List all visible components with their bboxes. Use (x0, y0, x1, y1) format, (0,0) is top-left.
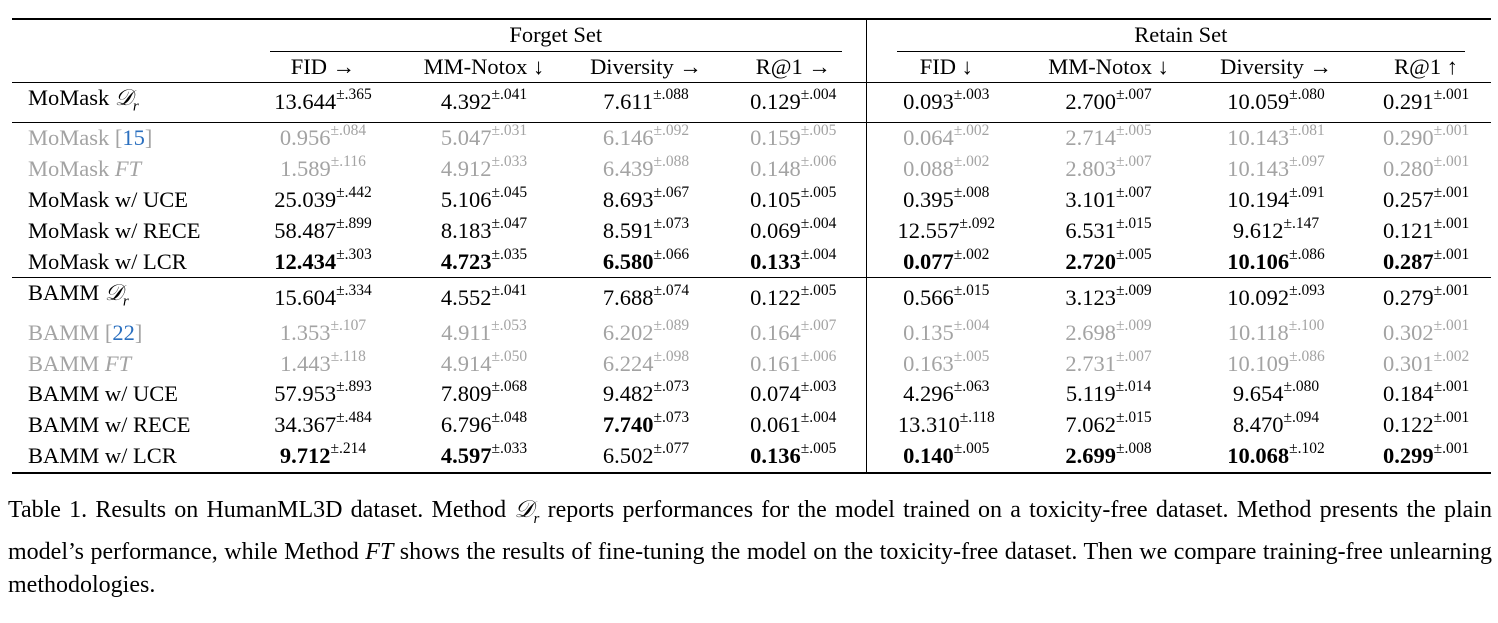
table-caption: Table 1. Results on HumanML3D dataset. Method 𝒟$_r$ reports performances for the model trained on a toxicity-free dataset. Method presents the plain model’s performance, while Method FT shows the results of fine-tuning the model on the toxicity-free dataset. Then we compare training-free unlearning methodologies. (8, 497, 1492, 598)
value-cell: $12.557^{\pm.092}$ (897, 214, 996, 243)
value-cell: $25.039^{\pm.442}$ (274, 183, 372, 212)
value-cell: $4.911^{\pm.053}$ (441, 316, 527, 345)
value-cell: $5.106^{\pm.045}$ (440, 183, 528, 212)
value-cell: $10.059^{\pm.080}$ (1191, 83, 1361, 123)
method-cell: BAMM w/ LCR (12, 441, 249, 473)
value-cell: $0.133^{\pm.004}$ (721, 247, 866, 278)
value-cell: $10.143^{\pm.081}$ (1227, 122, 1325, 151)
value-cell: $2.731^{\pm.007}$ (1065, 347, 1152, 376)
value-cell: $0.184^{\pm.001}$ (1382, 378, 1470, 407)
value-cell: $6.502^{\pm.077}$ (571, 441, 721, 473)
caption-dataset-symbol: 𝒟 (514, 497, 534, 523)
value-cell: $10.194^{\pm.091}$ (1227, 183, 1325, 212)
value-cell: $9.482^{\pm.073}$ (602, 378, 690, 407)
citation-link[interactable]: 15 (122, 125, 145, 151)
dataset-symbol: 𝒟 (104, 280, 123, 306)
value-cell: $2.698^{\pm.009}$ (1065, 316, 1152, 345)
value-cell: $0.077^{\pm.002}$ (866, 247, 1026, 278)
value-cell: $5.119^{\pm.014}$ (1065, 378, 1152, 407)
value-cell: $2.803^{\pm.007}$ (1065, 153, 1152, 182)
value-cell: $0.148^{\pm.006}$ (721, 154, 866, 185)
value-cell: $1.443^{\pm.118}$ (280, 347, 366, 376)
value-cell: $0.395^{\pm.008}$ (903, 183, 990, 212)
table-body (12, 83, 1491, 473)
value-cell: $0.074^{\pm.003}$ (721, 379, 866, 410)
col-header-forget-diversity: Diversity → (571, 52, 721, 83)
value-cell: $0.061^{\pm.004}$ (721, 410, 866, 441)
value-cell: $10.092^{\pm.093}$ (1191, 278, 1361, 318)
value-cell: $13.644^{\pm.365}$ (249, 83, 397, 123)
table-row (12, 83, 1491, 123)
method-cell: MoMask [15] (28, 125, 153, 151)
results-table (12, 18, 1491, 474)
table-row (12, 379, 1491, 410)
value-cell: $8.591^{\pm.073}$ (602, 214, 690, 243)
retain-set-header: Retain Set (866, 19, 1491, 52)
value-cell: $7.809^{\pm.068}$ (440, 378, 528, 407)
value-cell: $9.712^{\pm.214}$ (249, 441, 397, 473)
method-cell: MoMask w/ RECE (28, 217, 201, 243)
method-cell: BAMM [22] (28, 319, 143, 345)
value-cell: $10.143^{\pm.097}$ (1227, 153, 1325, 182)
value-cell: $0.164^{\pm.007}$ (721, 317, 866, 348)
col-header-retain-r1: R@1 ↑ (1361, 52, 1491, 83)
value-cell: $2.700^{\pm.007}$ (1026, 83, 1191, 123)
forget-set-header: Forget Set (12, 19, 866, 52)
col-header-forget-fid: FID → (249, 52, 397, 83)
value-cell: $6.796^{\pm.048}$ (440, 409, 528, 438)
col-header-retain-fid: FID ↓ (866, 52, 1026, 83)
value-cell: $6.224^{\pm.098}$ (602, 347, 690, 376)
value-cell: $6.439^{\pm.088}$ (602, 153, 690, 182)
value-cell: $7.688^{\pm.074}$ (571, 278, 721, 318)
value-cell: $8.183^{\pm.047}$ (440, 214, 528, 243)
value-cell: $34.367^{\pm.484}$ (274, 409, 372, 438)
value-cell: $0.291^{\pm.001}$ (1361, 83, 1491, 123)
value-cell: $0.069^{\pm.004}$ (721, 216, 866, 247)
value-cell: $0.287^{\pm.001}$ (1361, 247, 1491, 278)
value-cell: $8.693^{\pm.067}$ (602, 183, 690, 212)
value-cell: $0.135^{\pm.004}$ (903, 316, 990, 345)
value-cell: $0.302^{\pm.001}$ (1382, 316, 1470, 345)
group-header-row (12, 19, 1491, 52)
value-cell: $4.723^{\pm.035}$ (397, 247, 571, 278)
value-cell: $58.487^{\pm.899}$ (274, 214, 372, 243)
value-cell: $0.093^{\pm.003}$ (866, 83, 1026, 123)
method-cell: BAMM w/ RECE (28, 412, 191, 438)
value-cell: $0.064^{\pm.002}$ (903, 122, 990, 151)
value-cell: $7.740^{\pm.073}$ (602, 409, 690, 438)
value-cell: $1.589^{\pm.116}$ (280, 153, 366, 182)
value-cell: $10.109^{\pm.086}$ (1227, 347, 1325, 376)
value-cell: $8.470^{\pm.094}$ (1232, 409, 1320, 438)
method-column-header (12, 52, 249, 83)
value-cell: $3.101^{\pm.007}$ (1065, 183, 1152, 212)
value-cell: $4.597^{\pm.033}$ (397, 441, 571, 473)
dataset-symbol: 𝒟 (114, 85, 133, 110)
value-cell: $15.604^{\pm.334}$ (249, 278, 397, 318)
value-cell: $0.122^{\pm.005}$ (721, 278, 866, 318)
value-cell: $0.136^{\pm.005}$ (721, 441, 866, 473)
method-cell: MoMask w/ UCE (28, 186, 189, 212)
value-cell: $0.566^{\pm.015}$ (866, 278, 1026, 318)
value-cell: $6.531^{\pm.015}$ (1065, 214, 1152, 243)
value-cell: $0.299^{\pm.001}$ (1361, 441, 1491, 473)
value-cell: $0.161^{\pm.006}$ (721, 348, 866, 379)
value-cell: $7.062^{\pm.015}$ (1065, 409, 1152, 438)
value-cell: $9.612^{\pm.147}$ (1232, 214, 1320, 243)
value-cell: $3.123^{\pm.009}$ (1026, 278, 1191, 318)
column-header-row (12, 52, 1491, 83)
value-cell: $6.202^{\pm.089}$ (602, 316, 690, 345)
value-cell: $0.088^{\pm.002}$ (903, 153, 990, 182)
value-cell: $2.714^{\pm.005}$ (1065, 122, 1152, 151)
value-cell: $12.434^{\pm.303}$ (249, 247, 397, 278)
table-row (12, 216, 1491, 247)
citation-link[interactable]: 22 (112, 319, 135, 345)
table-row (12, 441, 1491, 473)
value-cell: $0.956^{\pm.084}$ (279, 122, 367, 151)
value-cell: $4.392^{\pm.041}$ (397, 83, 571, 123)
value-cell: $0.301^{\pm.002}$ (1382, 347, 1470, 376)
value-cell: $0.129^{\pm.004}$ (721, 83, 866, 123)
value-cell: $0.163^{\pm.005}$ (903, 347, 990, 376)
table-row (12, 410, 1491, 441)
value-cell: $0.290^{\pm.001}$ (1382, 122, 1470, 151)
value-cell: $1.353^{\pm.107}$ (279, 316, 367, 345)
table-row (12, 247, 1491, 278)
table-row (12, 123, 1491, 154)
value-cell: $2.720^{\pm.005}$ (1026, 247, 1191, 278)
col-header-retain-mm-notox: MM-Notox ↓ (1026, 52, 1191, 83)
value-cell: $57.953^{\pm.893}$ (274, 378, 372, 407)
col-header-forget-mm-notox: MM-Notox ↓ (397, 52, 571, 83)
table-row (12, 348, 1491, 379)
value-cell: $10.106^{\pm.086}$ (1191, 247, 1361, 278)
col-header-retain-diversity: Diversity → (1191, 52, 1361, 83)
method-cell: BAMM w/ UCE (28, 381, 179, 407)
value-cell: $13.310^{\pm.118}$ (897, 409, 995, 438)
value-cell: $5.047^{\pm.031}$ (440, 122, 528, 151)
value-cell: $0.159^{\pm.005}$ (721, 123, 866, 154)
value-cell: $0.140^{\pm.005}$ (866, 441, 1026, 473)
value-cell: $9.654^{\pm.080}$ (1232, 378, 1320, 407)
value-cell: $4.912^{\pm.033}$ (440, 153, 528, 182)
value-cell: $2.699^{\pm.008}$ (1026, 441, 1191, 473)
value-cell: $7.611^{\pm.088}$ (571, 83, 721, 123)
caption-ft-term: FT (365, 538, 394, 565)
method-cell: MoMask 𝒟$_r$ (12, 83, 249, 123)
value-cell: $10.068^{\pm.102}$ (1191, 441, 1361, 473)
value-cell: $0.121^{\pm.001}$ (1382, 214, 1470, 243)
value-cell: $0.105^{\pm.005}$ (721, 185, 866, 216)
value-cell: $0.279^{\pm.001}$ (1361, 278, 1491, 318)
value-cell: $4.914^{\pm.050}$ (440, 347, 528, 376)
value-cell: $4.296^{\pm.063}$ (903, 378, 990, 407)
value-cell: $10.118^{\pm.100}$ (1227, 316, 1325, 345)
value-cell: $4.552^{\pm.041}$ (397, 278, 571, 318)
value-cell: $0.280^{\pm.001}$ (1382, 153, 1470, 182)
value-cell: $6.580^{\pm.066}$ (571, 247, 721, 278)
method-cell: MoMask FT (28, 156, 142, 182)
table-row (12, 154, 1491, 185)
value-cell: $6.146^{\pm.092}$ (602, 122, 690, 151)
method-cell: BAMM 𝒟$_r$ (12, 278, 249, 318)
value-cell: $0.122^{\pm.001}$ (1382, 409, 1470, 438)
col-header-forget-r1: R@1 → (721, 52, 866, 83)
table-row (12, 185, 1491, 216)
method-cell: BAMM FT (28, 350, 132, 376)
method-cell: MoMask w/ LCR (12, 247, 249, 278)
table-row (12, 317, 1491, 348)
value-cell: $0.257^{\pm.001}$ (1382, 183, 1470, 212)
table-row (12, 278, 1491, 318)
